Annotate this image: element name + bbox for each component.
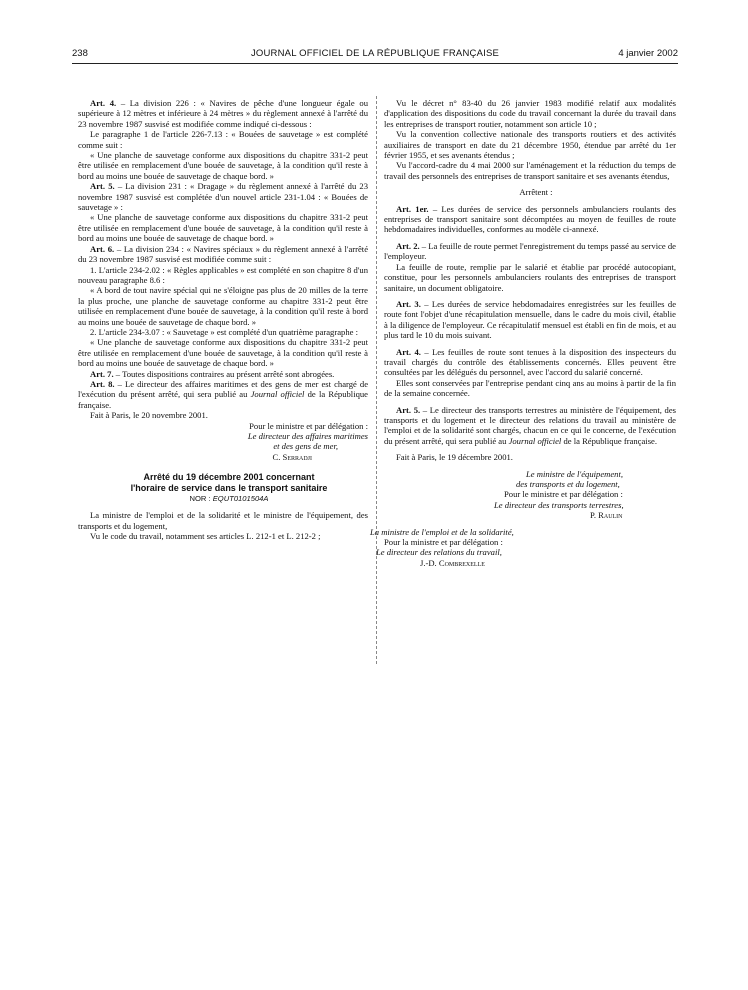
article-label: Art. 8. xyxy=(90,378,115,389)
article-label: Art. 2. xyxy=(396,240,420,251)
signatory-name: C. Serradji xyxy=(272,451,312,462)
signature-line: et des gens de mer, xyxy=(273,441,338,452)
journal-title: JOURNAL OFFICIEL DE LA RÉPUBLIQUE FRANÇAISE xyxy=(250,48,500,59)
signature-line: Pour le ministre et par délégation : xyxy=(249,420,368,431)
article-7: Art. 7. – Toutes dispositions contraires au présent arrêté sont abrogées. xyxy=(90,368,335,379)
decree-title: l'horaire de service dans le transport sanitaire xyxy=(130,483,328,494)
article-5: Art. 5. – La division 231 : « Dragage » du règlement annexé à l'arrêté du 23 novembre 1987 susvisé est complétée d'un nouvel article 231-1.04 : « Bouées de sauvetage » : xyxy=(78,181,368,213)
visa: Vu le code du travail, notamment ses articles L. 212-1 et L. 212-2 ; xyxy=(90,531,321,542)
paragraph: Elles sont conservées par l'entreprise pendant cinq ans au moins à partir de la fin de la semaine concernée. xyxy=(384,377,676,399)
signature-line: La ministre de l'emploi et de la solidarité, xyxy=(370,526,514,537)
page-header xyxy=(72,48,678,64)
article-2: Art. 2. – La feuille de route permet l'enregistrement du temps passé au service de l'employeur. xyxy=(384,240,676,262)
left-column xyxy=(78,98,368,541)
visa: Vu le décret n° 83-40 du 26 janvier 1983 modifié relatif aux modalités d'application des dispositions du code du travail concernant la durée du travail dans les entreprises de transport routier, notamment son article 10 ; xyxy=(384,98,676,129)
paragraph: « Une planche de sauvetage conforme aux dispositions du chapitre 331-2 peut être utilisée en remplacement d'une bouée de sauvetage, à la condition qu'il reste à bord au moins une bouée de sauvetage de chaque bord. » xyxy=(78,212,368,244)
signature-line: Pour la ministre et par délégation : xyxy=(384,537,503,548)
arretent: Arrêtent : xyxy=(519,187,553,198)
signatory-name: P. Raulin xyxy=(590,510,623,521)
article-4: Art. 4. – Les feuilles de route sont tenues à la disposition des inspecteurs du travail chargés du contrôle des établissements concernés. Elles peuvent être consultées par les délégués du personnel, avec l'accord du salarié concerné. xyxy=(384,346,676,378)
signature-block-equipement xyxy=(384,469,676,521)
paragraph: « A bord de tout navire spécial qui ne s'éloigne pas plus de 20 milles de la terre la plus proche, une planche de sauvetage conforme au chapitre 331-2 peut être utilisée en remplacement d'une bouée de sauvetage, à la condition qu'il reste à bord au moins une bouée de sauvetage de chaque bord. » xyxy=(78,285,368,327)
paragraph: « Une planche de sauvetage conforme aux dispositions du chapitre 331-2 peut être utilisée en remplacement d'une bouée de sauvetage, à la condition qu'il reste à bord au moins une bouée de sauvetage de chaque bord. » xyxy=(78,150,368,181)
article-label: Art. 1er. xyxy=(396,203,429,214)
column-divider xyxy=(376,96,377,664)
signature-block-emploi xyxy=(370,527,676,569)
done-at: Fait à Paris, le 20 novembre 2001. xyxy=(90,410,208,421)
decree-title: Arrêté du 19 décembre 2001 concernant xyxy=(143,472,315,483)
paragraph: Le paragraphe 1 de l'article 226-7.13 : « Bouées de sauvetage » est complété comme suit : xyxy=(78,129,368,150)
paragraph: La feuille de route, remplie par le salarié et établie par procédé autocopiant, constitue, pour les personnels ambulanciers roulants des entreprises de transport sanitaire, un document obligatoire. xyxy=(384,261,676,293)
article-label: Art. 5. xyxy=(396,404,421,415)
article-label: Art. 7. xyxy=(90,368,114,379)
article-label: Art. 4. xyxy=(396,346,421,357)
page-number: 238 xyxy=(72,48,88,59)
paragraph: 2. L'article 234-3.07 : « Sauvetage » est complété d'un quatrième paragraphe : xyxy=(90,326,358,337)
signature-line: Le ministre de l'équipement, xyxy=(526,468,623,479)
signatory-name: J.-D. Combrexelle xyxy=(420,557,485,568)
done-at: Fait à Paris, le 19 décembre 2001. xyxy=(396,452,513,463)
right-column xyxy=(370,98,677,568)
header-rule xyxy=(72,63,678,64)
signature-line: Le directeur des relations du travail, xyxy=(376,547,502,558)
paragraph: « Une planche de sauvetage conforme aux dispositions du chapitre 331-2 peut être utilisée en remplacement d'une bouée de sauvetage, à la condition qu'il reste à bord au moins une bouée de sauvetage de chaque bord. » xyxy=(78,337,368,369)
nor-reference: NOR : EQUT0101504A xyxy=(189,493,269,503)
paragraph: 1. L'article 234-2.02 : « Règles applicables » est complété en son chapitre 8 d'un nouveau paragraphe 8.6 : xyxy=(78,264,368,285)
signature-line: Le directeur des affaires maritimes xyxy=(247,431,368,441)
intro: La ministre de l'emploi et de la solidarité et le ministre de l'équipement, des transports et du logement, xyxy=(78,510,368,531)
signature-line: Le directeur des transports terrestres, xyxy=(494,499,624,510)
article-label: Art. 3. xyxy=(396,298,421,309)
article-label: Art. 4. xyxy=(90,98,117,108)
article-5: Art. 5. – Le directeur des transports terrestres au ministère de l'équipement, des transports et du logement et le directeur des relations du travail au ministère de l'emploi et de la solidarité sont chargés, chacun en ce qui le concerne, de l'exécution du présent arrêté, qui sera publié au Journal officiel de la République française. xyxy=(384,404,676,446)
article-label: Art. 5. xyxy=(90,181,115,192)
signature-line: Pour le ministre et par délégation : xyxy=(504,489,623,500)
issue-date: 4 janvier 2002 xyxy=(618,48,678,59)
article-label: Art. 6. xyxy=(90,243,115,254)
article-4: Art. 4. – La division 226 : « Navires de pêche d'une longueur égale ou supérieure à 12 mètres et inférieure à 24 mètres » du règlement annexé à l'arrêté du 23 novembre 1987 susvisé est modifiée comme indiqué ci-dessous : xyxy=(78,98,368,129)
visa: Vu l'accord-cadre du 4 mai 2000 sur l'aménagement et la réduction du temps de travail des personnels des entreprises de transport sanitaire et ses avenants étendus, xyxy=(384,160,676,181)
visa: Vu la convention collective nationale des transports routiers et des activités auxiliaires de transport en date du 21 décembre 1950, étendue par arrêté du 1er février 1955, et ses avenants étendus ; xyxy=(384,129,676,161)
article-3: Art. 3. – Les durées de service hebdomadaires enregistrées sur les feuilles de route font l'objet d'une récapitulation mensuelle, dans le cadre du mois civil, établie à la diligence de l'employeur. Ce récapitulatif mensuel est établi en fin de mois, et au plus tard le 10 du mois suivant. xyxy=(384,298,677,341)
signature-line: des transports et du logement, xyxy=(516,479,620,489)
article-1: Art. 1er. – Les durées de service des personnels ambulanciers roulants des entreprises de transport sanitaire sont décomptées au moyen de feuilles de route hebdomadaires individuelles, conformes au modèle ci-annexé. xyxy=(384,203,677,235)
article-8: Art. 8. – Le directeur des affaires maritimes et des gens de mer est chargé de l'exécution du présent arrêté, qui sera publié au Journal officiel de la République française. xyxy=(78,378,369,410)
article-6: Art. 6. – La division 234 : « Navires spéciaux » du règlement annexé à l'arrêté du 23 novembre 1987 susvisé est modifiée comme suit : xyxy=(78,243,369,265)
